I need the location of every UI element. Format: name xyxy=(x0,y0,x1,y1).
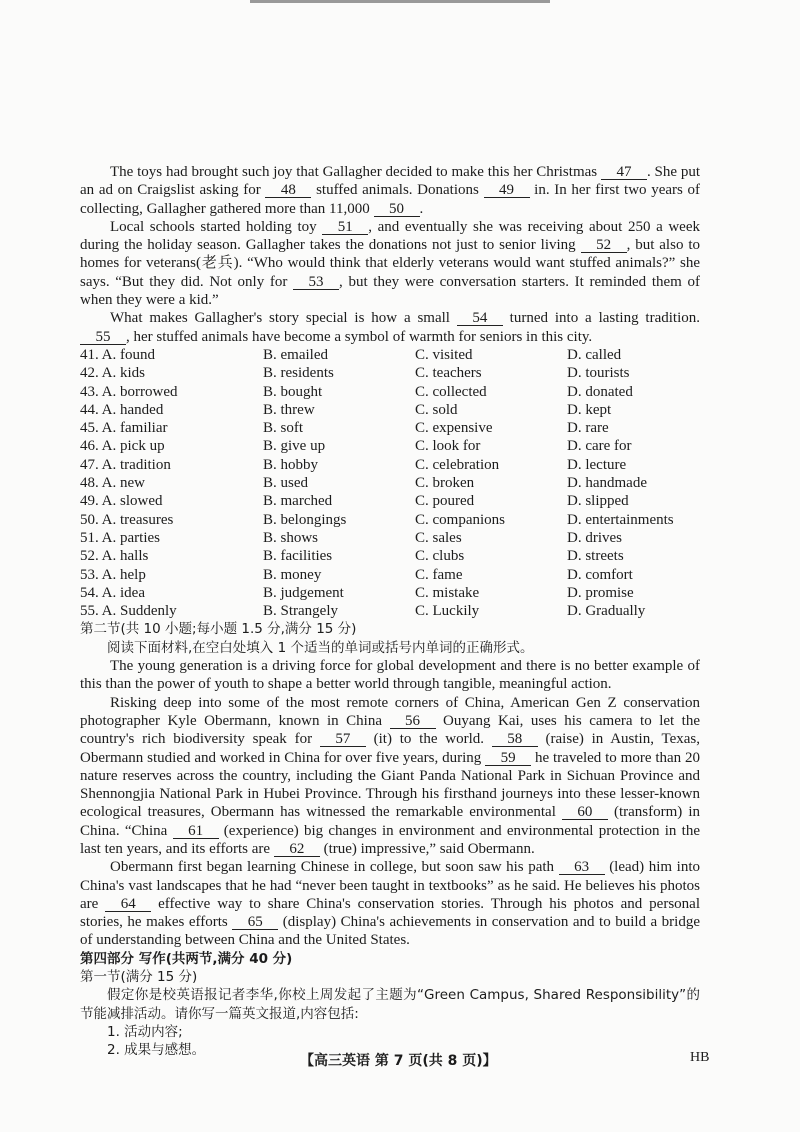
answer-option: D. lecture xyxy=(567,456,627,473)
question-option-a: 41. A. found xyxy=(80,346,155,363)
paragraph-text: , but also to homes for veterans(老兵). “Who would think that elderly veterans would want stuffed animals?” she says. “But they did. Not only for xyxy=(80,237,700,290)
answer-blank: 48 xyxy=(265,183,311,198)
answer-blank: 55 xyxy=(80,330,126,345)
answer-blank: 52 xyxy=(581,238,627,253)
paragraph-text: , her stuffed animals have become a symbol of warmth for seniors in this city. xyxy=(126,328,593,345)
paragraph-text: (transform) in China. “China xyxy=(80,804,700,839)
answer-option: D. kept xyxy=(567,401,612,418)
answer-blank: 53 xyxy=(293,275,339,290)
answer-option: D. handmade xyxy=(567,475,647,492)
question-option-a: 43. A. borrowed xyxy=(80,383,178,400)
answer-option: B. Strangely xyxy=(263,603,338,620)
prompt-item: 2. 成果与感想。 xyxy=(107,1042,206,1059)
question-option-a: 45. A. familiar xyxy=(80,420,168,437)
exam-page-content xyxy=(80,163,700,1060)
paragraph-text: (lead) him into China's vast landscapes that he had “never been taught in textbooks” as he said. He believes his photos are xyxy=(80,859,700,912)
answer-blank: 59 xyxy=(485,751,531,766)
answer-option: B. soft xyxy=(263,420,304,437)
page-number: 【高三英语 第 7 页(共 8 页)】 xyxy=(300,1053,497,1069)
answer-option: D. donated xyxy=(567,383,633,400)
answer-option: C. Luckily xyxy=(415,603,480,620)
question-option-a: 50. A. treasures xyxy=(80,511,174,528)
answer-option: B. give up xyxy=(263,438,326,455)
subsection-heading: 第一节(满分 15 分) xyxy=(80,969,198,986)
answer-option: C. fame xyxy=(415,566,463,583)
answer-option: B. bought xyxy=(263,383,323,400)
answer-blank: 65 xyxy=(232,915,278,930)
paragraph xyxy=(80,858,700,949)
answer-blank: 49 xyxy=(484,183,530,198)
question-option-a: 52. A. halls xyxy=(80,548,149,565)
answer-option: C. companions xyxy=(415,511,505,528)
answer-option: D. streets xyxy=(567,548,624,565)
answer-option: D. care for xyxy=(567,438,632,455)
paragraph-text: (it) to the world. xyxy=(365,731,492,748)
answer-option: B. facilities xyxy=(263,548,333,565)
answer-blank: 51 xyxy=(322,220,368,235)
paragraph xyxy=(80,309,700,346)
question-option-a: 54. A. idea xyxy=(80,584,145,601)
answer-option: B. threw xyxy=(263,401,315,418)
answer-option: D. comfort xyxy=(567,566,633,583)
answer-option: D. slipped xyxy=(567,493,629,510)
answer-option: C. clubs xyxy=(415,548,465,565)
part-heading: 第四部分 写作(共两节,满分 40 分) xyxy=(80,950,293,967)
paragraph-text: The toys had brought such joy that Gallagher decided to make this her Christmas xyxy=(110,164,601,180)
paragraph xyxy=(80,694,700,859)
cloze-passage xyxy=(80,163,700,346)
answer-option: B. residents xyxy=(263,365,334,382)
answer-blank: 57 xyxy=(320,732,366,747)
answer-option: C. collected xyxy=(415,383,487,400)
answer-option: D. promise xyxy=(567,584,634,601)
answer-blank: 61 xyxy=(173,824,219,839)
answer-blank: 47 xyxy=(601,165,647,180)
question-option-a: 53. A. help xyxy=(80,566,146,583)
paragraph-text: , but they were conversation starters. It reminded them of when they were a kid.” xyxy=(80,273,700,309)
paragraph xyxy=(80,218,700,309)
question-option-a: 42. A. kids xyxy=(80,365,146,382)
question-option-a: 55. A. Suddenly xyxy=(80,603,177,620)
answer-option: C. broken xyxy=(415,475,475,492)
paragraph-text: , and eventually she was receiving about 250 a week during the holiday season. Gallagher takes the donations not just to senior living xyxy=(80,218,700,254)
answer-blank: 50 xyxy=(374,202,420,217)
writing-prompt: 假定你是校英语报记者李华,你校上周发起了主题为“Green Campus, Shared Responsibility”的节能减排活动。请你写一篇英文报道,内容包括: xyxy=(80,987,700,1022)
scan-edge xyxy=(250,0,550,3)
edition-code: HB xyxy=(690,1050,710,1065)
answer-option: B. used xyxy=(263,475,308,492)
answer-blank: 62 xyxy=(274,842,320,857)
answer-option: C. poured xyxy=(415,493,475,510)
paragraph-text: Local schools started holding toy xyxy=(110,218,323,235)
paragraph-text: Ouyang Kai, uses his camera to let the country's rich biodiversity speak for xyxy=(80,712,701,748)
question-option-a: 48. A. new xyxy=(80,475,145,492)
answer-option: B. shows xyxy=(263,529,319,546)
paragraph-text: (display) China's achievements in conservation and to build a bridge of understanding between China and the United States. xyxy=(80,914,700,949)
answer-option: C. sales xyxy=(415,529,462,546)
paragraph-text: The young generation is a driving force for global development and there is no better example of this than the power of youth to shape a better world through tangible, meaningful action. xyxy=(80,658,700,693)
grammar-passage xyxy=(80,657,700,950)
paragraph-text: . xyxy=(419,200,424,217)
answer-option: D. rare xyxy=(567,420,609,437)
paragraph-text: . She put an ad on Craigslist asking for xyxy=(80,164,701,199)
answer-option: D. entertainments xyxy=(567,511,674,528)
paragraph xyxy=(80,163,700,218)
answer-option: B. judgement xyxy=(263,584,344,601)
answer-option: C. celebration xyxy=(415,456,500,473)
section-heading: 第二节(共 10 小题;每小题 1.5 分,满分 15 分) xyxy=(80,621,357,638)
paragraph-text: Obermann first began learning Chinese in college, but soon saw his path xyxy=(110,859,559,876)
paragraph-text: (experience) big changes in environment and environmental protection in the last ten years, and its efforts are xyxy=(80,822,700,857)
answer-blank: 64 xyxy=(105,897,151,912)
question-option-a: 49. A. slowed xyxy=(80,493,163,510)
answer-option: B. belongings xyxy=(263,511,347,528)
question-option-a: 46. A. pick up xyxy=(80,438,165,455)
section-instruction: 阅读下面材料,在空白处填入 1 个适当的单词或括号内单词的正确形式。 xyxy=(107,639,534,656)
answer-blank: 54 xyxy=(457,311,503,326)
paragraph-text: in. In her first two years of collecting, Gallagher gathered more than 11,000 xyxy=(80,182,700,217)
paragraph-text: (true) impressive,” said Obermann. xyxy=(319,840,535,857)
answer-option: D. drives xyxy=(567,529,622,546)
answer-blank: 60 xyxy=(562,805,608,820)
answer-option: C. visited xyxy=(415,346,473,363)
answer-option: C. sold xyxy=(415,401,458,418)
answer-option: B. money xyxy=(263,566,322,583)
paragraph-text: What makes Gallagher's story special is how a small xyxy=(110,310,457,327)
prompt-item: 1. 活动内容; xyxy=(107,1023,183,1040)
question-option-a: 44. A. handed xyxy=(80,401,164,418)
paragraph-text: effective way to share China's conservation stories. Through his photos and personal stories, he makes efforts xyxy=(80,895,700,931)
answer-option: C. mistake xyxy=(415,584,480,601)
answer-option: D. Gradually xyxy=(567,603,646,620)
answer-option: C. teachers xyxy=(415,365,482,382)
answer-option: B. hobby xyxy=(263,456,319,473)
paragraph xyxy=(80,657,700,694)
question-option-a: 47. A. tradition xyxy=(80,456,171,473)
answer-blank: 58 xyxy=(492,732,538,747)
question-option-a: 51. A. parties xyxy=(80,529,160,546)
paragraph-text: stuffed animals. Donations xyxy=(311,182,484,199)
paragraph-text: he traveled to more than 20 nature reserves across the country, including the Giant Panda National Park in Sichuan Province and Shennongjia National Park in Hubei Province. Through his firsthand journeys into these lesser-known ecological treasures, Obermann has witnessed the remarkable environmental xyxy=(80,749,700,821)
answer-option: D. tourists xyxy=(567,365,630,382)
answer-option: C. expensive xyxy=(415,420,493,437)
paragraph-text: Risking deep into some of the most remote corners of China, American Gen Z conservation photographer Kyle Obermann, known in China xyxy=(80,694,700,729)
answer-option: B. emailed xyxy=(263,346,328,363)
answer-option: C. look for xyxy=(415,438,481,455)
cloze-options xyxy=(80,346,700,620)
answer-option: B. marched xyxy=(263,493,333,510)
answer-blank: 63 xyxy=(559,860,605,875)
answer-blank: 56 xyxy=(390,714,436,729)
paragraph-text: (raise) in Austin, Texas, Obermann studied and worked in China for over five years, during xyxy=(80,731,700,766)
paragraph-text: turned into a lasting tradition. xyxy=(502,310,700,327)
answer-option: D. called xyxy=(567,346,622,363)
